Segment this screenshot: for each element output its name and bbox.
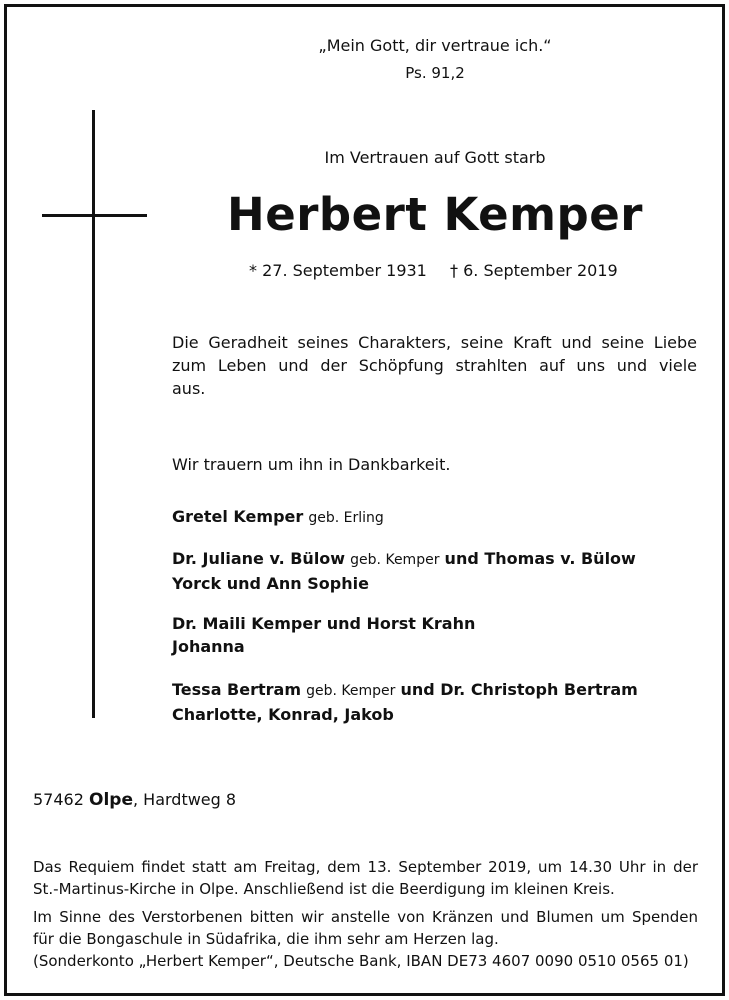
donation-line: Im Sinne des Verstorbenen bitten wir anstelle von Kränzen und Blumen um Spenden — [33, 908, 698, 926]
family-children: Yorck und Ann Sophie — [172, 574, 369, 593]
maiden-name: geb. Kemper — [350, 552, 440, 568]
tribute-line: Die Geradheit seines Charakters, seine Kraft und seine Liebe — [172, 333, 697, 352]
donation-line: für die Bongaschule in Südafrika, die ihm sehr am Herzen lag. — [33, 930, 499, 948]
donation-text — [33, 906, 698, 972]
donation-line: (Sonderkonto „Herbert Kemper“, Deutsche Bank, IBAN DE73 4607 0090 0510 0565 01) — [33, 952, 689, 970]
tribute-text — [172, 331, 697, 400]
birth-date: * 27. September 1931 — [249, 261, 427, 280]
family-member-name: Dr. Juliane v. Bülow — [172, 549, 346, 568]
family-group-2 — [172, 547, 636, 595]
family-member-name: Tessa Bertram — [172, 680, 301, 699]
cross-vertical-beam — [92, 110, 95, 718]
family-group-3 — [172, 612, 475, 658]
requiem-line: Das Requiem findet statt am Freitag, dem 13. September 2019, um 14.30 Uhr in der — [33, 858, 698, 876]
family-children: Johanna — [172, 637, 245, 656]
mourning-line: Wir trauern um ihn in Dankbarkeit. — [172, 455, 451, 474]
death-date: † 6. September 2019 — [450, 261, 618, 280]
address-city: Olpe — [89, 790, 133, 810]
family-group-4 — [172, 678, 638, 726]
intro-line: Im Vertrauen auf Gott starb — [324, 148, 546, 167]
family-member-name: Gretel Kemper — [172, 507, 304, 526]
requiem-line: St.-Martinus-Kirche in Olpe. Anschließend ist die Beerdigung im kleinen Kreis. — [33, 880, 615, 898]
address-street: , Hardtweg 8 — [132, 790, 237, 809]
maiden-name: geb. Erling — [308, 510, 384, 526]
tribute-line: aus. — [172, 379, 206, 398]
maiden-name: geb. Kemper — [306, 683, 396, 699]
quote-reference: Ps. 91,2 — [405, 64, 465, 82]
cross-horizontal-beam — [42, 214, 147, 217]
address-zip: 57462 — [33, 790, 84, 809]
family-partner-name: und Thomas v. Bülow — [444, 549, 636, 568]
deceased-name: Herbert Kemper — [227, 188, 643, 241]
family-group-1 — [172, 505, 384, 530]
address — [33, 788, 236, 812]
requiem-text — [33, 856, 698, 900]
family-partner-name: und Dr. Christoph Bertram — [400, 680, 638, 699]
family-member-name: Dr. Maili Kemper und Horst Krahn — [172, 614, 476, 633]
quote: „Mein Gott, dir vertraue ich.“ — [318, 36, 552, 55]
family-children: Charlotte, Konrad, Jakob — [172, 705, 394, 724]
tribute-line: zum Leben und der Schöpfung strahlten auf uns und viele — [172, 356, 697, 375]
